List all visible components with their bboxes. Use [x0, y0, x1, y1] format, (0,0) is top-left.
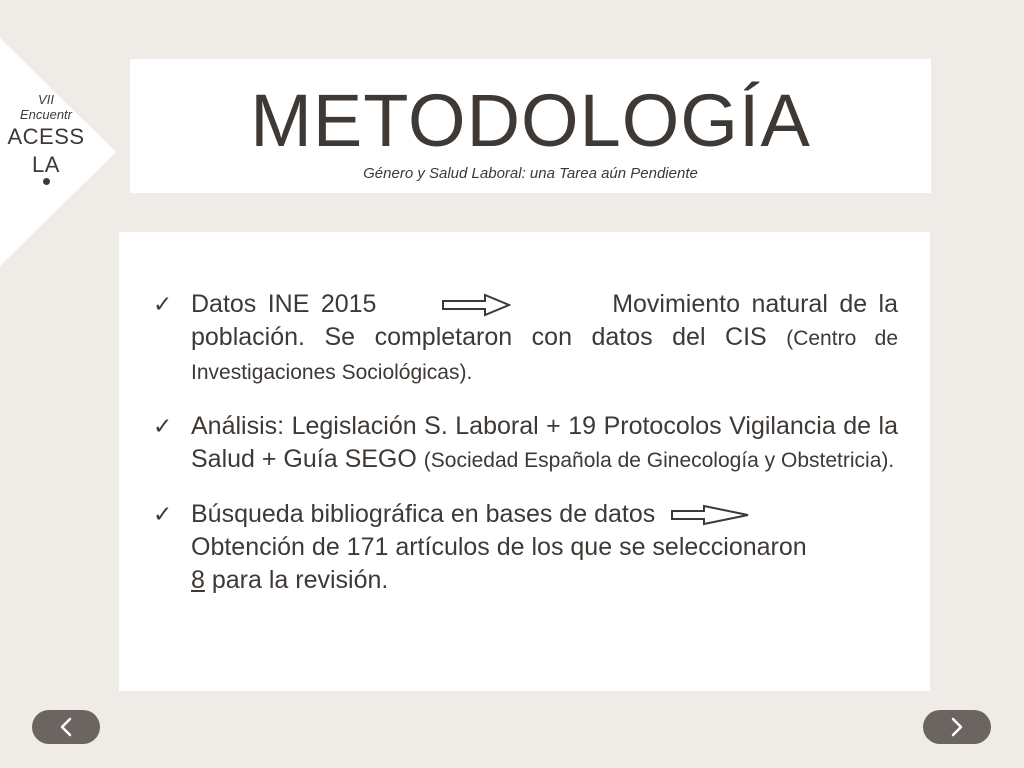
- bullet-3-count: 8: [191, 566, 205, 594]
- event-name-line1: ACESS: [7, 124, 85, 149]
- chevron-left-icon: [32, 710, 100, 744]
- bullet-1-note: (Centro de Investigaciones Sociológicas).: [191, 327, 898, 384]
- bullet-3-tail: para la revisión.: [211, 566, 389, 594]
- hollow-right-arrow-icon: [670, 504, 750, 526]
- side-chevron-decoration: [0, 38, 118, 266]
- bullet-1-lead: Datos INE 2015: [191, 290, 377, 318]
- event-name-line2: LA: [32, 152, 60, 177]
- check-icon: ✓: [153, 501, 173, 527]
- content-card: [119, 232, 930, 691]
- list-item: [153, 288, 898, 389]
- page-subtitle: Género y Salud Laboral: una Tarea aún Pendiente: [363, 165, 698, 182]
- bullet-2-lead: Análisis: Legislación S. Laboral + 19 Protocolos Vigilancia de la Salud + Guía SEGO: [191, 412, 898, 473]
- bullet-3-lead: Búsqueda bibliográfica en bases de datos: [191, 500, 656, 528]
- check-icon: ✓: [153, 291, 173, 317]
- event-label: [0, 92, 92, 185]
- previous-slide-button[interactable]: [32, 710, 100, 744]
- check-icon: ✓: [153, 413, 173, 439]
- event-dot: [43, 178, 50, 185]
- bullet-list: [119, 232, 930, 597]
- page-title: METODOLOGÍA: [250, 79, 811, 162]
- list-item: [153, 498, 898, 597]
- event-edition: VII: [38, 92, 54, 107]
- bullet-3-after-arrow: Obtención de 171 artículos de los que se seleccionaron: [191, 533, 807, 561]
- list-item: [153, 410, 898, 477]
- bullet-1-after-arrow: Movimiento natural de la población. Se completaron con datos del CIS: [191, 290, 899, 351]
- event-kind: Encuentr: [19, 107, 73, 122]
- header-card: [130, 59, 931, 193]
- bullet-2-note: (Sociedad Española de Ginecología y Obstetricia).: [423, 449, 895, 472]
- hollow-right-arrow-icon: [441, 293, 511, 317]
- chevron-right-icon: [923, 710, 991, 744]
- next-slide-button[interactable]: [923, 710, 991, 744]
